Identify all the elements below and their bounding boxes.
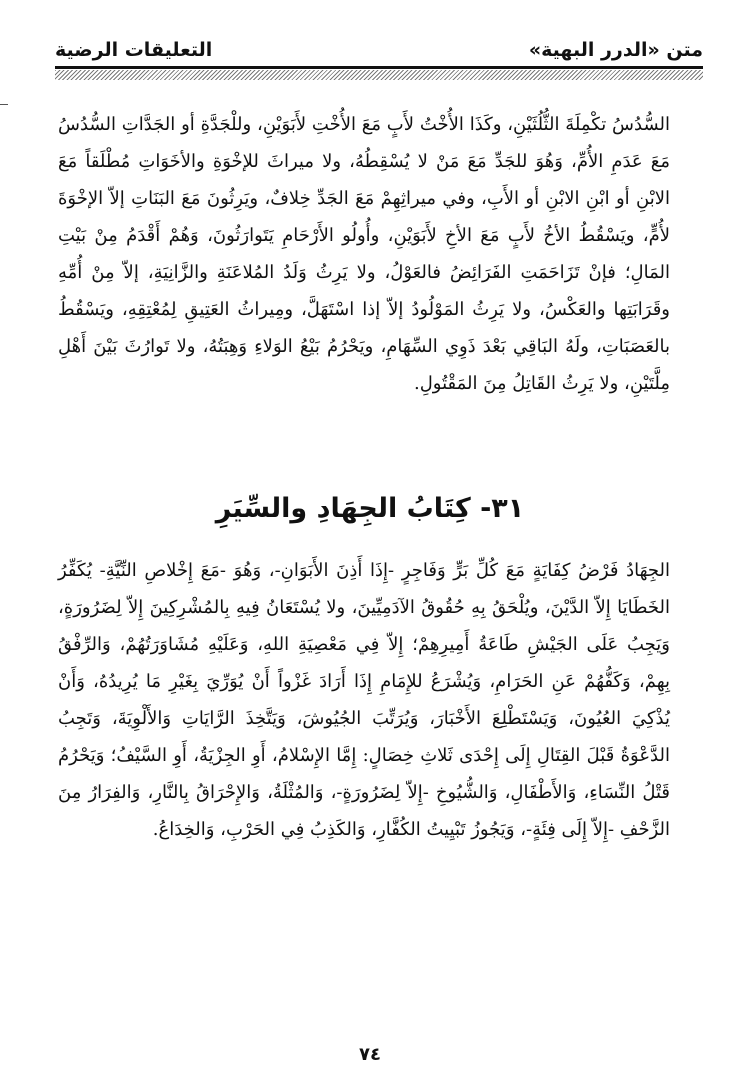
page-number: ٧٤ <box>359 1044 381 1065</box>
chapter-heading: ٣١- كِتَابُ الجِهَادِ والسِّيَرِ <box>215 493 525 524</box>
header-book-title: متن «الدرر البهية» <box>528 39 703 61</box>
header-rule <box>55 66 703 69</box>
inheritance-paragraph: السُّدُسُ تكْمِلَةَ الثُّلُثَيْنِ، وكَذَا الأُخْتُ لأَبٍ مَعَ الأُخْتِ لأَبَوَيْنِ، وللْجَدَّةِ أو الجَدَّاتِ السُّدُسُ مَعَ عَدَمِ الأُمِّ، وَهُوَ للجَدِّ مَعَ مَنْ لا يُسْقِطُهُ، ولا ميراثَ للإخْوَةِ والأخَوَاتِ مُطْلَقاً مَعَ الابْنِ أو ابْنِ الابْنِ أو الأَبِ، وفي ميراثِهِمْ مَعَ الجَدِّ خِلافٌ، ويَرِثُونَ مَعَ البَنَاتِ إلاّ الإخْوَةَ لأُمٍّ، ويَسْقُطُ الأخُ لأَبٍ مَعَ الأخِ لأَبَوَيْنِ، وأُولُو الأَرْحَامِ يَتَوارَثُونَ، وَهُمْ أَقْدَمُ مِنْ بَيْتِ المَالِ؛ فإنْ تَزَاحَمَتِ الفَرَائِضُ فالعَوْلُ، ولا يَرِثُ وَلَدُ المُلاعَنَةِ والزَّانِيَةِ، إلاّ مِنْ أُمِّهِ وقَرَابَتِها والعَكْسُ، ولا يَرِثُ المَوْلُودُ إلاّ إذا اسْتَهَلَّ، ومِيراثُ العَتِيقِ لِمُعْتِقِهِ، ويَسْقُطُ بالعَصَبَاتِ، ولَهُ البَاقِي بَعْدَ ذَوِي السِّهَامِ، ويَحْرُمُ بَيْعُ الوَلاءِ وَهِبَتُهُ، ولا تَوارُثَ بَيْنَ أَهْلِ مِلَّتَيْنِ، ولا يَرِثُ القَاتِلُ مِنَ المَقْتُولِ. <box>58 114 670 394</box>
header-decorative-band <box>55 70 703 80</box>
margin-mark <box>0 104 8 105</box>
jihad-paragraph: الجِهَادُ فَرْضُ كِفَايَةٍ مَعَ كُلِّ بَرٍّ وَفَاجِرٍ -إِذَا أَذِنَ الأَبَوَانِ-، وَهُوَ -مَعَ إِخْلاصِ النِّيَّةِ- يُكَفِّرُ الخَطَايَا إِلاّ الدَّيْنَ، ويُلْحَقُ بِهِ حُقُوقُ الآدَمِيِّينَ، ولا يُسْتَعَانُ فِيهِ بِالمُشْرِكِينَ إِلاّ لِضَرُورَةٍ، وَيَجِبُ عَلَى الجَيْشِ طَاعَةُ أَمِيرِهِمْ؛ إِلاّ فِي مَعْصِيَةِ اللهِ، وَعَلَيْهِ مُشَاوَرَتُهُمْ، وَالرِّفْقُ بِهِمْ، وَكَفُّهُمْ عَنِ الحَرَامِ، وَيُشْرَعُ للإِمَامِ إِذَا أَرَادَ غَزْواً أَنْ يُوَرِّيَ بِغَيْرِ مَا يُرِيدُهُ، وَأَنْ يُذْكِيَ العُيُونَ، وَيَسْتَطْلِعَ الأَخْبَارَ، وَيُرَتِّبَ الجُيُوشَ، وَيَتَّخِذَ الرَّايَاتِ وَالأَلْوِيَةَ، وَتَجِبُ الدَّعْوَةُ قَبْلَ القِتَالِ إِلَى إِحْدَى ثَلاثِ خِصَالٍ: إِمَّا الإِسْلامُ، أَوِ الجِزْيَةُ، أَوِ السَّيْفُ؛ وَيَحْرُمُ قَتْلُ النِّسَاءِ، وَالأَطْفَالِ، وَالشُّيُوخِ -إِلاّ لِضَرُورَةٍ-، وَالمُثْلَةُ، وَالإِحْرَاقُ بِالنَّارِ، وَالفِرَارُ مِنَ الزَّحْفِ -إِلاّ إِلَى فِئَةٍ-، وَيَجُوزُ تَبْيِيتُ الكُفَّارِ، وَالكَذِبُ فِي الحَرْبِ، وَالخِدَاعُ. <box>58 560 670 840</box>
running-header <box>55 38 703 64</box>
header-commentary-title: التعليقات الرضية <box>55 39 213 61</box>
